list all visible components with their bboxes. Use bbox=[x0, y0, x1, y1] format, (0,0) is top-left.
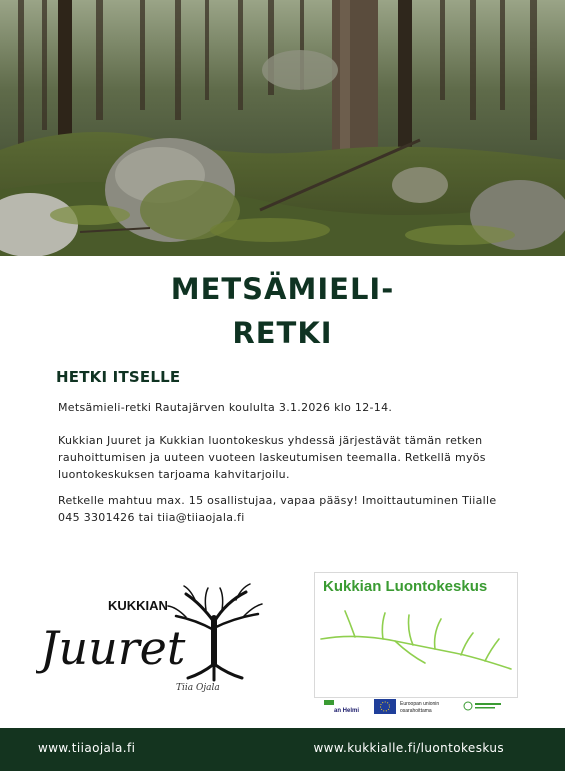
paragraph-registration: Retkelle mahtuu max. 15 osallistujaa, vapaa pääsy! Imoittautuminen Tiialle 045 3301426 tai tiia@tiiaojala.fi bbox=[58, 494, 497, 524]
maaseutu-logo-icon bbox=[464, 702, 472, 710]
title-line-1: METSÄMIELI- bbox=[170, 272, 395, 306]
paragraph-event-info: Metsämieli-retki Rautajärven koululta 3.1.2026 klo 12-14. bbox=[58, 401, 393, 414]
paragraph-organizers: Kukkian Juuret ja Kukkian luontokeskus yhdessä järjestävät tämän retken rauhoittumisen ja uuteen vuoteen laskeutumisen teemalla. Retkellä myös luontokeskuksen tarjoama kahvitarjoilu. bbox=[58, 434, 486, 481]
kukkian-luontokeskus-logo bbox=[314, 572, 518, 698]
partner-logos bbox=[318, 697, 518, 717]
helmi-text: an Helmi bbox=[334, 708, 360, 714]
leader-logo-icon bbox=[324, 700, 334, 705]
eu-line-1: Euroopan unionin bbox=[400, 701, 440, 707]
logo-left-top-text: KUKKIAN bbox=[108, 598, 168, 613]
river-map-icon bbox=[315, 573, 517, 697]
luontokeskus-title: Kukkian Luontokeskus bbox=[323, 578, 488, 595]
logo-left-signature: Tiia Ojala bbox=[176, 683, 220, 693]
logo-left-script-text: Juuret bbox=[40, 621, 186, 675]
hero-forest-photo bbox=[0, 0, 565, 256]
eu-line-2: osarahoittama bbox=[400, 708, 432, 714]
eu-flag-icon bbox=[374, 699, 396, 714]
subheading: HETKI ITSELLE bbox=[56, 368, 181, 386]
footer-link-tiiaojala[interactable]: www.tiiaojala.fi bbox=[38, 741, 136, 755]
footer-link-luontokeskus[interactable]: www.kukkialle.fi/luontokeskus bbox=[313, 741, 504, 755]
title-line-2: RETKI bbox=[232, 316, 333, 350]
tree-icon bbox=[36, 582, 266, 702]
kukkian-juuret-logo bbox=[36, 582, 266, 702]
footer-bar bbox=[0, 728, 565, 771]
